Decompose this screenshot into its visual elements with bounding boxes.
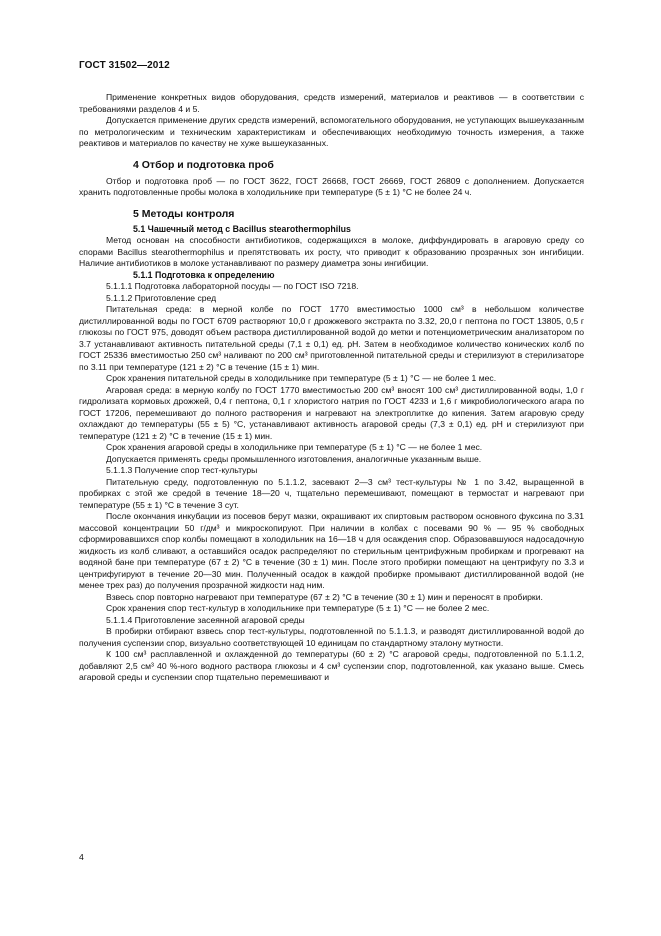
clause-5-1-1-4: 5.1.1.4 Приготовление засеянной агаровой среды (106, 614, 305, 625)
section-4-text: Отбор и подготовка проб — по ГОСТ 3622, ГОСТ 26668, ГОСТ 26669, ГОСТ 26809 с дополнением. Допускается хранить подготовленные пробы молока в холодильнике при температуре (5 ± 1) °С не более 24 ч. (79, 175, 584, 197)
clause-5-1-1-1: 5.1.1.1 Подготовка лабораторной посуды — по ГОСТ ISO 7218. (106, 281, 359, 291)
reheat-paragraph: Взвесь спор повторно нагревают при температуре (67 ± 2) °С в течение (30 ± 1) мин и переносят в пробирки. (106, 591, 543, 602)
method-paragraph: Метод основан на способности антибиотиков, содержащихся в молоке, диффундировать в агаровую среду со спорами Bacillus stearothermophilus и препятствовать их росту, что приводит к образованию прозрачных зон ингибиции. Наличие антибиотиков в молоке устанавливают по размеру диаметра зоны ингибиции. (79, 235, 584, 268)
industrial-media-paragraph: Допускается применять среды промышленного изготовления, аналогичные указанным выше. (106, 453, 482, 464)
spacer (79, 199, 584, 208)
intro-paragraph-1: Применение конкретных видов оборудования, средств измерений, материалов и реактивов — в соответствии с требованиями разделов 4 и 5. (79, 92, 584, 114)
nutrient-medium-paragraph: Питательная среда: в мерной колбе по ГОСТ 1770 вместимостью 1000 см³ в небольшом количестве дистиллированной воды по ГОСТ 6709 растворяют 10,0 г дрожжевого экстракта по 3.32, 20,0 г пептона по ГОСТ 13805, 0,5 г глюкозы по ГОСТ 975, доводят объем раствора дистиллированной водой до метки и потенциометрическим анализатором по 3.7 устанавливают активность питательной среды (7,1 ± 0,1) ед. pH. Затем в необходимое количество конических колб по ГОСТ 25336 вместимостью 250 см³ наливают по 200 см³ приготовленной питательной среды и стерилизуют в стерилизаторе по 3.11 при температуре (121 ± 2) °С в течение (15 ± 1) мин. (79, 304, 584, 372)
storage-paragraph-2: Срок хранения агаровой среды в холодильнике при температуре (5 ± 1) °С — не более 1 мес. (106, 442, 483, 452)
document-body (79, 92, 584, 684)
mix-paragraph: К 100 см³ расплавленной и охлажденной до температуры (60 ± 2) °С агаровой среды, подготовленной по 5.1.1.2, добавляют 2,5 см³ 40 %-ного водного раствора глюкозы и 4 см³ суспензии спор, подготовленной, как указано выше. Смесь агаровой среды и суспензии спор тщательно перемешивают и (79, 649, 584, 682)
agar-medium-paragraph: Агаровая среда: в мерную колбу по ГОСТ 1770 вместимостью 200 см³ вносят 100 см³ дистиллированной воды, 1,0 г гидролизата кормовых дрожжей, 0,4 г пептона, 0,1 г хлористого натрия по ГОСТ 4233 и 1,6 г микробиологического агара по ГОСТ 17206, перемешивают до полного растворения и нагревают на электроплитке до кипения. Затем агаровую среду охлаждают до температуры (55 ± 5) °С, устанавливают активность агаровой среды (7,3 ± 0,1) ед. pH и стерилизуют при температуре (121 ± 2) °С в течение (15 ± 1) мин. (79, 384, 584, 441)
storage-paragraph-1: Срок хранения питательной среды в холодильнике при температуре (5 ± 1) °С — не более 1 мес. (106, 373, 497, 383)
storage-paragraph-3: Срок хранения спор тест-культур в холодильнике при температуре (5 ± 1) °С — не более 2 мес. (106, 603, 490, 613)
section-5-heading: 5 Методы контроля (133, 207, 235, 220)
subsection-5-1-heading: 5.1 Чашечный метод с Bacillus stearothermophilus (133, 223, 351, 234)
clause-5-1-1-2: 5.1.1.2 Приготовление сред (106, 292, 217, 303)
intro-paragraph-2: Допускается применение других средств измерений, вспомогательного оборудования, не уступающих вышеуказанным по метрологическим и техническим характеристикам и обеспечивающих необходимую точность измерения, а также реактивов и материалов по качеству не хуже вышеуказанных. (79, 115, 584, 148)
section-4-heading: 4 Отбор и подготовка проб (133, 158, 274, 171)
page-number: 4 (79, 852, 84, 862)
subsection-5-1-1-heading: 5.1.1 Подготовка к определению (133, 269, 275, 280)
spacer (79, 150, 584, 159)
incubation-paragraph: После окончания инкубации из посевов берут мазки, окрашивают их спиртовым раствором основного фуксина по 3.31 массовой концентрации 50 г/дм³ и микроскопируют. При наличии в колбах с посевами 90 % — 95 % свободных сформировавшихся спор колбы помещают в холодильник на 16—18 ч для осаждения спор. Образовавшуюся надосадочную жидкость из колб сливают, а оставшийся осадок распределяют по стерильным центрифужным пробиркам и прогревают на водяной бане при температуре (67 ± 2) °С в течение (30 ± 1) мин. После этого пробирки помещают на центрифугу по 3.3 и центрифугируют в течение 20—30 мин. Полученный осадок в каждой пробирке промывают дистиллированной водой (не менее трех раз) до получения прозрачной жидкости над ним. (79, 511, 584, 590)
tubes-paragraph: В пробирки отбирают взвесь спор тест-культуры, подготовленной по 5.1.1.3, и разводят дистиллированной водой до получения суспензии спор, визуально соответствующей 10 единицам по стандартному эталону мутности. (79, 626, 584, 648)
clause-5-1-1-3: 5.1.1.3 Получение спор тест-культуры (106, 465, 258, 475)
culture-paragraph: Питательную среду, подготовленную по 5.1.1.2, засевают 2—3 см³ тест-культуры № 1 по 3.42, выращенной в пробирках с этой же средой в течение 18—20 ч, тщательно перемешивают, помещают в термостат и нагревают при температуре (55 ± 1) °С в течение 3 сут. (79, 476, 584, 510)
document-header: ГОСТ 31502—2012 (79, 60, 170, 71)
